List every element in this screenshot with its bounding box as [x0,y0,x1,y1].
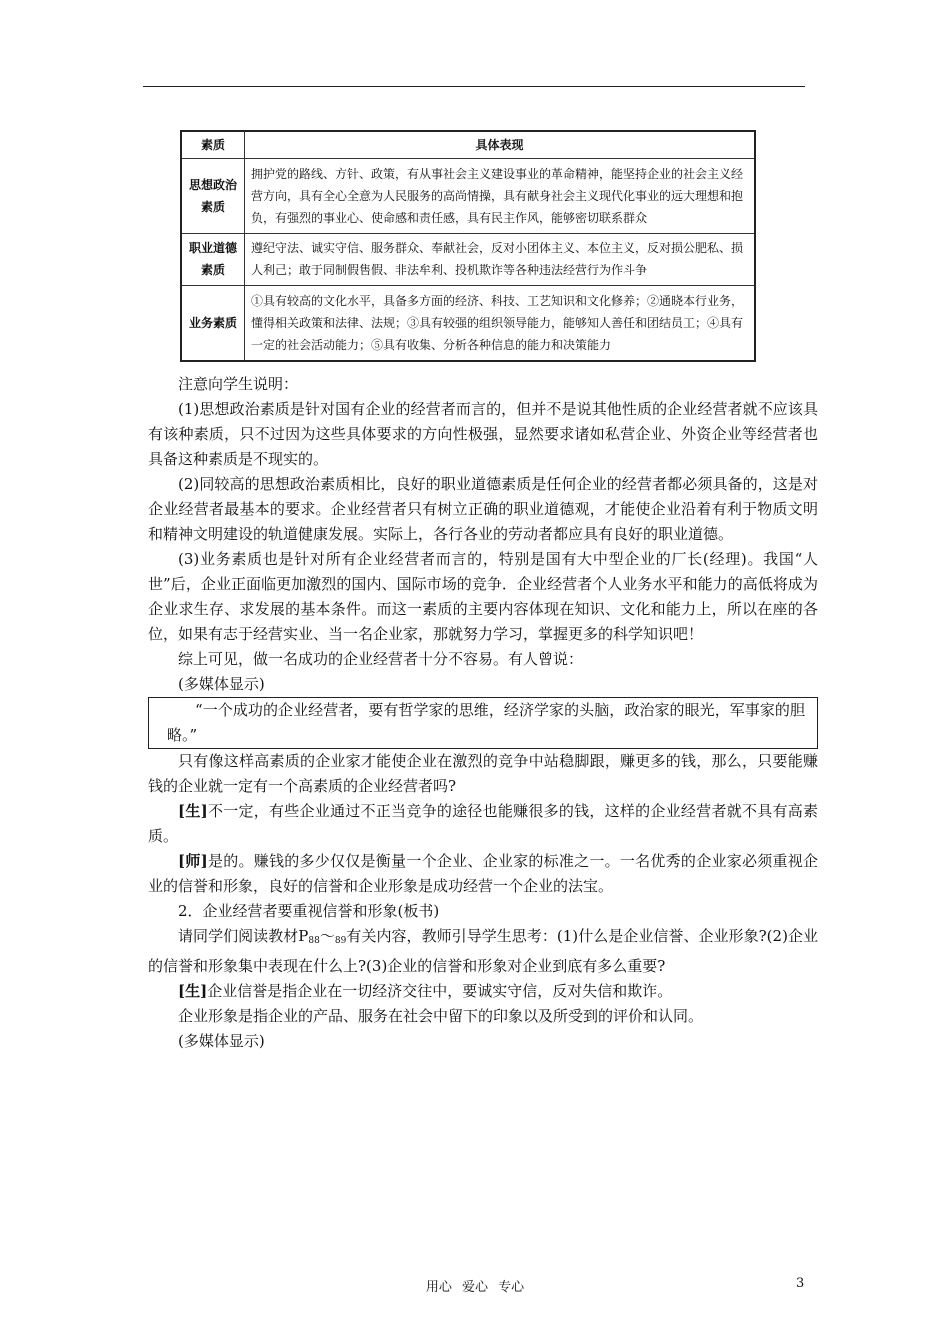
paragraph: (多媒体显示) [178,1032,265,1050]
table-header-cell: 素质 [181,131,245,159]
paragraph [148,849,818,899]
page-ref-tilde: ～ [319,927,335,945]
paragraph-text: 请同学们阅读教材P [178,927,309,945]
table-row [181,234,755,286]
paragraph-text: 不一定，有些企业通过不正当竞争的途径也能赚很多的钱，这样的企业经营者就不具有高素质。 [148,802,818,845]
table-cell-category: 思想政治素质 [181,159,245,234]
quote-box: “一个成功的企业经营者，要有哲学家的思维，经济学家的头脑，政治家的眼光，军事家的胆略。” [148,697,818,749]
footer-motto: 用心 爱心 专心 [425,1280,525,1295]
teacher-tag: [师] [178,852,208,870]
student-tag: [生] [178,802,208,820]
paragraph-text: 企业信誉是指企业在一切经济交往中，要诚实守信，反对失信和欺诈。 [207,982,673,1000]
table-row [181,159,755,234]
table-cell-category: 职业道德素质 [181,234,245,286]
qualities-table [180,130,756,362]
paragraph: (1)思想政治素质是针对国有企业的经营者而言的，但并不是说其他性质的企业经营者就不应该具有该种素质，只不过因为这些具体要求的方向性极强，显然要求诸如私营企业、外资企业等经营者也具备这种素质是不现实的。 [148,400,818,468]
paragraph: 企业形象是指企业的产品、服务在社会中留下的印象以及所受到的评价和认同。 [178,1007,704,1025]
paragraph: (多媒体显示) [178,675,265,693]
page-number: 3 [796,1276,805,1291]
paragraph: (2)同较高的思想政治素质相比，良好的职业道德素质是任何企业的经营者都必须具备的，这是对企业经营者最基本的要求。企业经营者只有树立正确的职业道德观，才能使企业沿着有利于物质文明和精神文明建设的轨道健康发展。实际上，各行各业的劳动者都应具有良好的职业道德。 [148,475,818,543]
student-tag: [生] [178,982,208,1000]
paragraph [148,799,818,849]
header-rule [143,86,805,87]
paragraph-text: 有关内容，教师引导学生思考：(1)什么是企业信誉、企业形象?(2)企业的信誉和形象集中表现在什么上?(3)企业的信誉和形象对企业到底有多么重要? [148,927,818,975]
table-cell-category: 业务素质 [181,285,245,361]
paragraph-text: 是的。赚钱的多少仅仅是衡量一个企业、企业家的标准之一。一名优秀的企业家必须重视企业的信誉和形象，良好的信誉和企业形象是成功经营一个企业的法宝。 [148,852,818,895]
paragraph: 综上可见，做一名成功的企业经营者十分不容易。有人曾说： [178,650,584,668]
paragraph [148,979,818,1004]
page-ref-end: 89 [334,936,347,946]
section-heading: 2．企业经营者要重视信誉和形象(板书) [178,902,440,920]
paragraph: 只有像这样高素质的企业家才能使企业在激烈的竞争中站稳脚跟，赚更多的钱，那么，只要能赚钱的企业就一定有一个高素质的企业经营者吗? [148,752,818,795]
table-header-cell: 具体表现 [245,131,756,159]
paragraph [148,924,818,979]
paragraph: (3)业务素质也是针对所有企业经营者而言的，特别是国有大中型企业的厂长(经理)。我国“人世”后，企业正面临更加激烈的国内、国际市场的竞争．企业经营者个人业务水平和能力的高低将成为企业求生存、求发展的基本条件。而这一素质的主要内容体现在知识、文化和能力上，所以在座的各位，如果有志于经营实业、当一名企业家，那就努力学习，掌握更多的科学知识吧！ [148,550,818,643]
page-ref-start: 88 [308,936,320,946]
table-cell-detail: 拥护党的路线、方针、政策，有从事社会主义建设事业的革命精神，能坚持企业的社会主义经营方向，具有全心全意为人民服务的高尚情操，具有献身社会主义现代化事业的远大理想和抱负，有强烈的事业心、使命感和责任感，具有民主作风，能够密切联系群众 [245,159,756,234]
table-cell-detail: 遵纪守法、诚实守信、服务群众、奉献社会，反对小团体主义、本位主义，反对损公肥私、损人利己；敢于同制假售假、非法牟利、投机欺诈等各种违法经营行为作斗争 [245,234,756,286]
paragraph: 注意向学生说明： [178,375,299,393]
table-row [181,285,755,361]
table-header-row [181,131,755,159]
body-text [148,372,818,1054]
table-cell-detail: ①具有较高的文化水平，具备多方面的经济、科技、工艺知识和文化修养；②通晓本行业务，懂得相关政策和法律、法规；③具有较强的组织领导能力，能够知人善任和团结员工；④具有一定的社会活动能力；⑤具有收集、分析各种信息的能力和决策能力 [245,285,756,361]
